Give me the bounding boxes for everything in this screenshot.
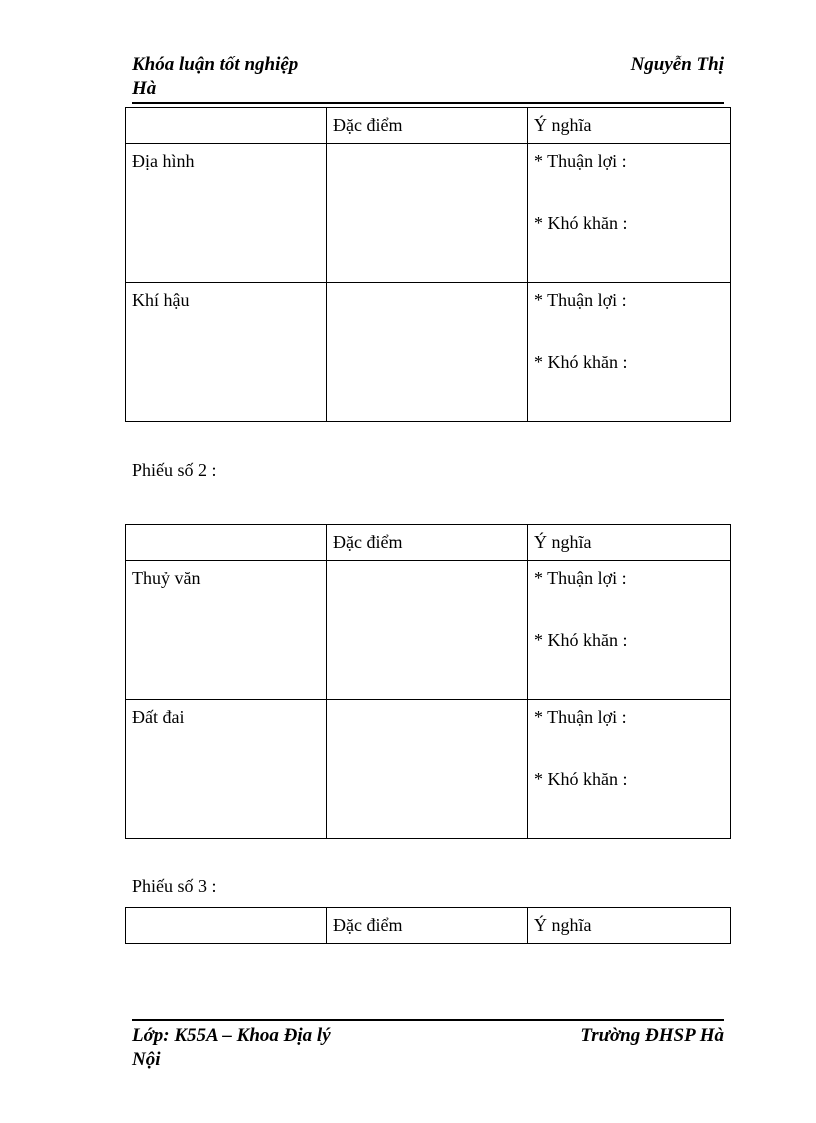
- header-author-name-continued: Hà: [132, 78, 157, 99]
- worksheet-table-2: [125, 524, 731, 839]
- header-cell-blank: [126, 108, 327, 144]
- meaning-cell: [528, 700, 731, 839]
- meaning-cell: [528, 561, 731, 700]
- disadvantage-label: * Khó khăn :: [534, 630, 628, 650]
- table-header-row: [126, 525, 731, 561]
- header-cell-meaning: Ý nghĩa: [528, 108, 731, 144]
- feature-cell: [327, 700, 528, 839]
- row-label: Khí hậu: [126, 283, 327, 422]
- worksheet-table-3: [125, 907, 731, 944]
- table-row: [126, 144, 731, 283]
- header-cell-blank: [126, 525, 327, 561]
- feature-cell: [327, 561, 528, 700]
- row-label: Đất đai: [126, 700, 327, 839]
- disadvantage-label: * Khó khăn :: [534, 352, 628, 372]
- header-cell-meaning: Ý nghĩa: [528, 525, 731, 561]
- table-row: [126, 283, 731, 422]
- disadvantage-label: * Khó khăn :: [534, 213, 628, 233]
- footer-university: Trường ĐHSP Hà: [580, 1025, 724, 1046]
- meaning-cell: [528, 283, 731, 422]
- worksheet-3-caption: Phiếu số 3 :: [132, 876, 217, 896]
- header-cell-blank: [126, 908, 327, 944]
- row-label: Thuỷ văn: [126, 561, 327, 700]
- row-label: Địa hình: [126, 144, 327, 283]
- meaning-cell: [528, 144, 731, 283]
- header-cell-feature: Đặc điểm: [327, 108, 528, 144]
- advantage-label: * Thuận lợi :: [534, 568, 627, 588]
- footer-rule: [132, 1019, 724, 1021]
- worksheet-2-caption: Phiếu số 2 :: [132, 460, 217, 480]
- header-rule: [132, 102, 724, 104]
- worksheet-table-1: [125, 107, 731, 422]
- footer-class-faculty: Lớp: K55A – Khoa Địa lý: [132, 1025, 331, 1046]
- feature-cell: [327, 283, 528, 422]
- header-cell-feature: Đặc điểm: [327, 525, 528, 561]
- advantage-label: * Thuận lợi :: [534, 151, 627, 171]
- header-cell-feature: Đặc điểm: [327, 908, 528, 944]
- footer-university-continued: Nội: [132, 1049, 161, 1070]
- header-author-name: Nguyễn Thị: [630, 54, 724, 75]
- advantage-label: * Thuận lợi :: [534, 290, 627, 310]
- feature-cell: [327, 144, 528, 283]
- table-header-row: [126, 908, 731, 944]
- advantage-label: * Thuận lợi :: [534, 707, 627, 727]
- table-row: [126, 700, 731, 839]
- header-cell-meaning: Ý nghĩa: [528, 908, 731, 944]
- table-header-row: [126, 108, 731, 144]
- header-thesis-title: Khóa luận tốt nghiệp: [132, 54, 299, 75]
- table-row: [126, 561, 731, 700]
- disadvantage-label: * Khó khăn :: [534, 769, 628, 789]
